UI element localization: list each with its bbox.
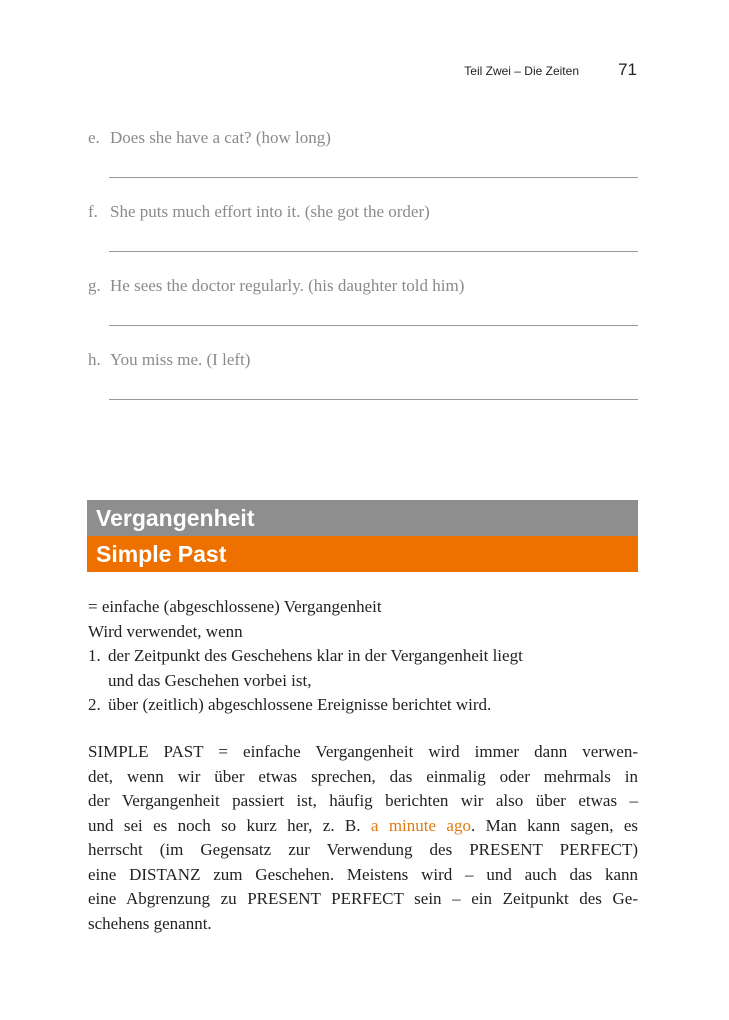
- paragraph-text: . Man kann sagen, es: [470, 815, 639, 835]
- highlighted-example: a minute ago: [370, 815, 471, 835]
- paragraph-line: herrscht (im Gegensatz zur Verwendung des PRESENT PERFECT): [88, 840, 638, 859]
- answer-line[interactable]: [109, 325, 638, 326]
- list-item-text: der Zeitpunkt des Geschehens klar in der Vergangenheit liegt: [108, 646, 523, 665]
- paragraph-line: eine DISTANZ zum Geschehen. Meistens wird – und auch das kann: [88, 864, 638, 884]
- intro-block: [88, 595, 638, 718]
- exercise-item: [88, 202, 638, 222]
- paragraph-text: und sei es noch so kurz her, z. B.: [88, 815, 361, 835]
- usage-lead: Wird verwendet, wenn: [88, 621, 243, 641]
- list-item: [88, 693, 638, 718]
- exercise-letter: f.: [88, 202, 98, 221]
- paragraph-line: schehens genannt.: [88, 913, 212, 933]
- section-subheading: Simple Past: [87, 536, 638, 572]
- exercise-item: [88, 128, 638, 148]
- paragraph-line: der Vergangenheit passiert ist, häufig berichten wir also über etwas –: [88, 791, 638, 810]
- definition-line: = einfache (abgeschlossene) Vergangenheit: [88, 597, 382, 616]
- answer-line[interactable]: [109, 399, 638, 400]
- exercise-prompt: He sees the doctor regularly. (his daughter told him): [110, 276, 465, 295]
- answer-line[interactable]: [109, 251, 638, 252]
- paragraph-line: det, wenn wir über etwas sprechen, das einmalig oder mehrmals in: [88, 766, 638, 786]
- list-item-text: über (zeitlich) abgeschlossene Ereignisse berichtet wird.: [108, 695, 492, 714]
- paragraph-line: [88, 814, 638, 839]
- list-item-text: und das Geschehen vorbei ist,: [108, 670, 312, 690]
- exercise-letter: g.: [88, 276, 101, 295]
- page-number: 71: [618, 60, 637, 79]
- section-heading: Vergangenheit: [87, 500, 638, 536]
- paragraph-line: SIMPLE PAST = einfache Vergangenheit wird immer dann verwen-: [88, 742, 638, 761]
- explanation-paragraph: [88, 740, 638, 936]
- paragraph-line: eine Abgrenzung zu PRESENT PERFECT sein – ein Zeitpunkt des Ge-: [88, 889, 638, 908]
- list-number: 1.: [88, 646, 101, 665]
- exercise-prompt: She puts much effort into it. (she got the order): [110, 202, 430, 221]
- answer-line[interactable]: [109, 177, 638, 178]
- exercise-item: [88, 350, 638, 370]
- running-header-title: Teil Zwei – Die Zeiten: [464, 64, 579, 78]
- exercise-item: [88, 276, 638, 296]
- exercise-letter: h.: [88, 350, 101, 369]
- list-number: 2.: [88, 695, 101, 714]
- exercise-letter: e.: [88, 128, 100, 147]
- list-item: [88, 644, 638, 693]
- exercise-prompt: You miss me. (I left): [110, 350, 251, 369]
- exercise-prompt: Does she have a cat? (how long): [110, 128, 331, 147]
